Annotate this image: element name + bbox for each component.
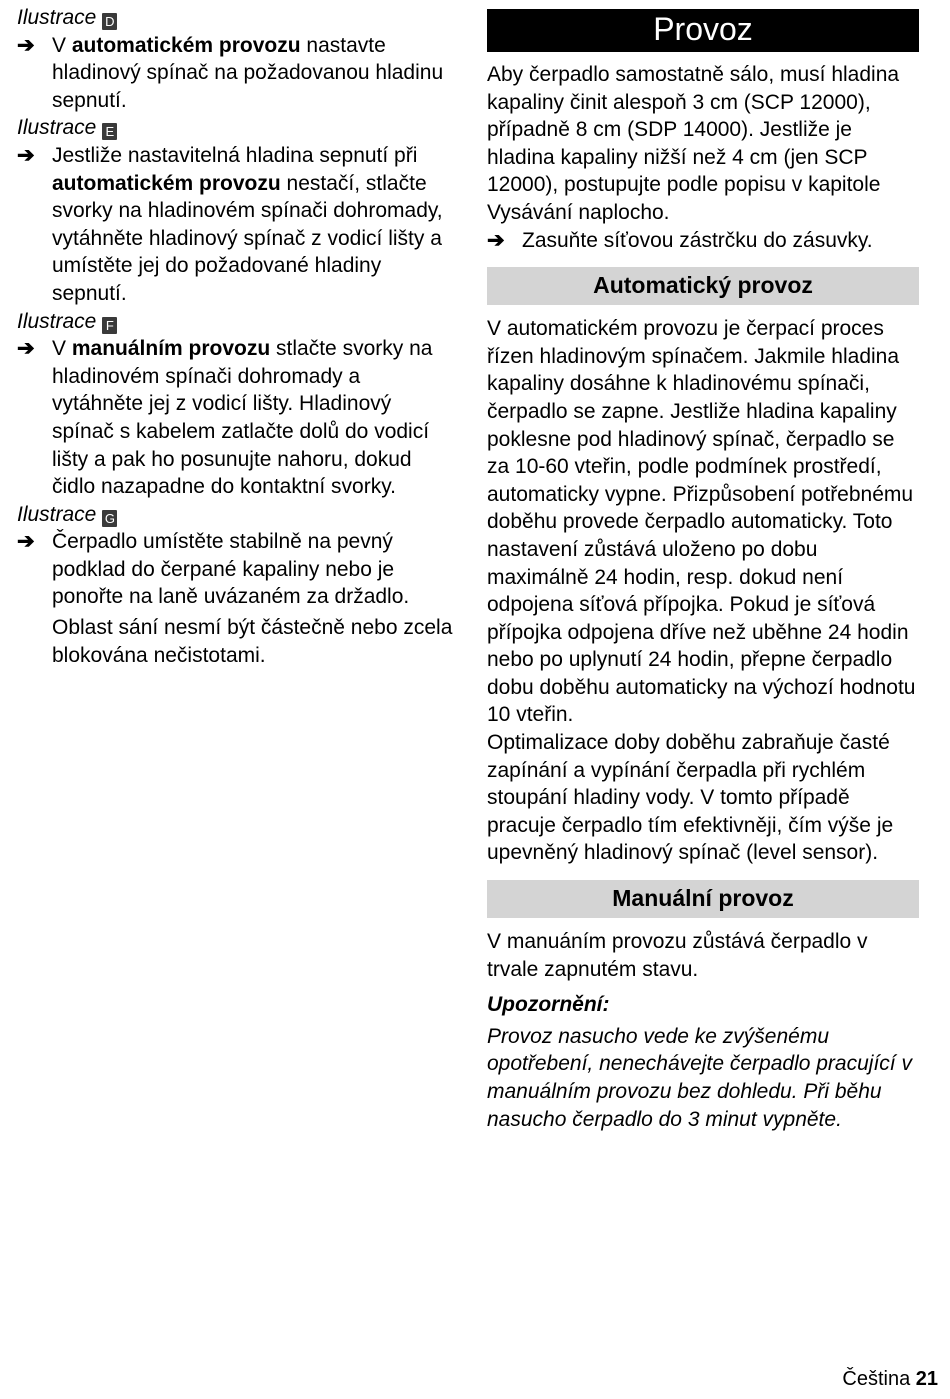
step-text-bold: manuálním provozu xyxy=(71,337,271,361)
note-text: Provoz nasucho vede ke zvýšenému opotřebení, nenechávejte čerpadlo pracující v manuálním provozu bez dohledu. Při běhu nasucho čerpadlo do 3 minut vypněte. xyxy=(487,1024,912,1131)
illustration-badge: G xyxy=(102,510,117,527)
step-text-after: stlačte svorky na hladinovém spínači dohromady a vytáhněte jej z vodicí lišty. Hladinový spínač s kabelem zatlačte dolů do vodicí lišty a pak ho posunujte nahoru, dokud čidlo nazapadne do kontaktní svorky. xyxy=(52,337,433,499)
step-text-bold: automatickém provozu xyxy=(52,171,281,195)
instruction-step xyxy=(17,335,457,501)
illustration-label: Ilustrace xyxy=(17,6,97,29)
step-text-after: nestačí, stlačte svorky na hladinovém spínači dohromady, vytáhněte hladinový spínač z vodicí lišty a umístěte jej do požadované hladiny sepnutí. xyxy=(52,171,443,305)
step-text-before: Čerpadlo umístěte stabilně na pevný podklad do čerpané kapaliny nebo je ponořte na laně uvázaném za držadlo. xyxy=(52,530,410,609)
step-text xyxy=(52,142,457,308)
instruction-step xyxy=(17,32,457,115)
illustration-badge: D xyxy=(102,13,117,30)
section-heading-provoz: Provoz xyxy=(487,9,919,52)
arrow-icon: ➔ xyxy=(487,228,505,252)
illustration-label: Ilustrace xyxy=(17,309,97,333)
illustration-ref-f xyxy=(17,308,457,336)
left-column xyxy=(17,4,457,669)
intro-paragraph: Aby čerpadlo samostatně sálo, musí hladina kapaliny činit alespoň 3 cm (SCP 12000), případně 8 cm (SDP 14000). Jestliže je hladina kapaliny nižší než 4 cm (jen SCP 12000), postupujte podle popisu v kapitole Vysávání naplocho. xyxy=(487,63,900,224)
step-text xyxy=(52,335,457,501)
section-heading-automatic: Automatický provoz xyxy=(487,267,919,305)
illustration-badge: F xyxy=(102,317,117,334)
illustration-ref-d xyxy=(17,4,457,32)
automatic-paragraph-1: V automatickém provozu je čerpací proces řízen hladinovým spínačem. Jakmile hladina kapaliny dosáhne k hladinovému spínači, čerpadlo se zapne. Jestliže hladina kapaliny poklesne pod hladinový spínač, čerpadlo se za 10-60 vteřin, podle podmínek prostředí, automaticky vypne. Přizpůsobení potřebnému doběhu provede čerpadlo automaticky. Toto nastavení zůstává uloženo po dobu maximálně 24 hodin, resp. dokud není odpojena síťová přípojka. Pokud je síťová přípojka odpojena dříve než uběhne 24 hodin nebo po uplynutí 24 hodin, přepne čerpadlo dobu doběhu automaticky na výchozí hodnotu 10 vteřin. xyxy=(487,317,916,727)
step-text-before: Jestliže nastavitelná hladina sepnutí při xyxy=(52,143,418,167)
illustration-ref-g xyxy=(17,501,457,529)
manual-paragraph: V manuáním provozu zůstává čerpadlo v trvale zapnutém stavu. xyxy=(487,930,868,981)
step-text-before: V xyxy=(52,337,72,361)
arrow-icon: ➔ xyxy=(17,530,35,554)
automatic-paragraph-2: Optimalizace doby doběhu zabraňuje časté zapínání a vypínání čerpadla při rychlém stoupání hladiny vody. V tomto případě pracuje čerpadlo tím efektivněji, čím výše je upevněný hladinový spínač (level sensor). xyxy=(487,731,894,865)
step-text-bold: automatickém provozu xyxy=(71,33,301,57)
arrow-icon: ➔ xyxy=(17,143,35,167)
step-extra-text: Oblast sání nesmí být částečně nebo zcela blokována nečistotami. xyxy=(52,616,453,667)
footer-language: Čeština xyxy=(842,1368,911,1390)
step-text-after: nastavte hladinový spínač na požadovanou hladinu sepnutí. xyxy=(52,33,444,112)
step-text xyxy=(52,528,457,611)
illustration-label: Ilustrace xyxy=(17,116,97,140)
step-text xyxy=(52,32,457,115)
illustration-ref-e xyxy=(17,114,457,142)
page-footer xyxy=(842,1366,938,1394)
instruction-step xyxy=(17,528,457,669)
arrow-icon: ➔ xyxy=(17,33,35,57)
section-heading-manual: Manuální provoz xyxy=(487,880,919,918)
note-heading: Upozornění: xyxy=(487,993,610,1017)
illustration-label: Ilustrace xyxy=(17,502,97,526)
page-number: 21 xyxy=(915,1368,938,1390)
instruction-step xyxy=(487,227,919,255)
right-column xyxy=(487,9,919,1133)
instruction-step xyxy=(17,142,457,308)
step-text-before: V xyxy=(52,33,72,57)
illustration-badge: E xyxy=(102,123,117,140)
arrow-icon: ➔ xyxy=(17,337,35,361)
step-text: Zasuňte síťovou zástrčku do zásuvky. xyxy=(522,228,873,252)
